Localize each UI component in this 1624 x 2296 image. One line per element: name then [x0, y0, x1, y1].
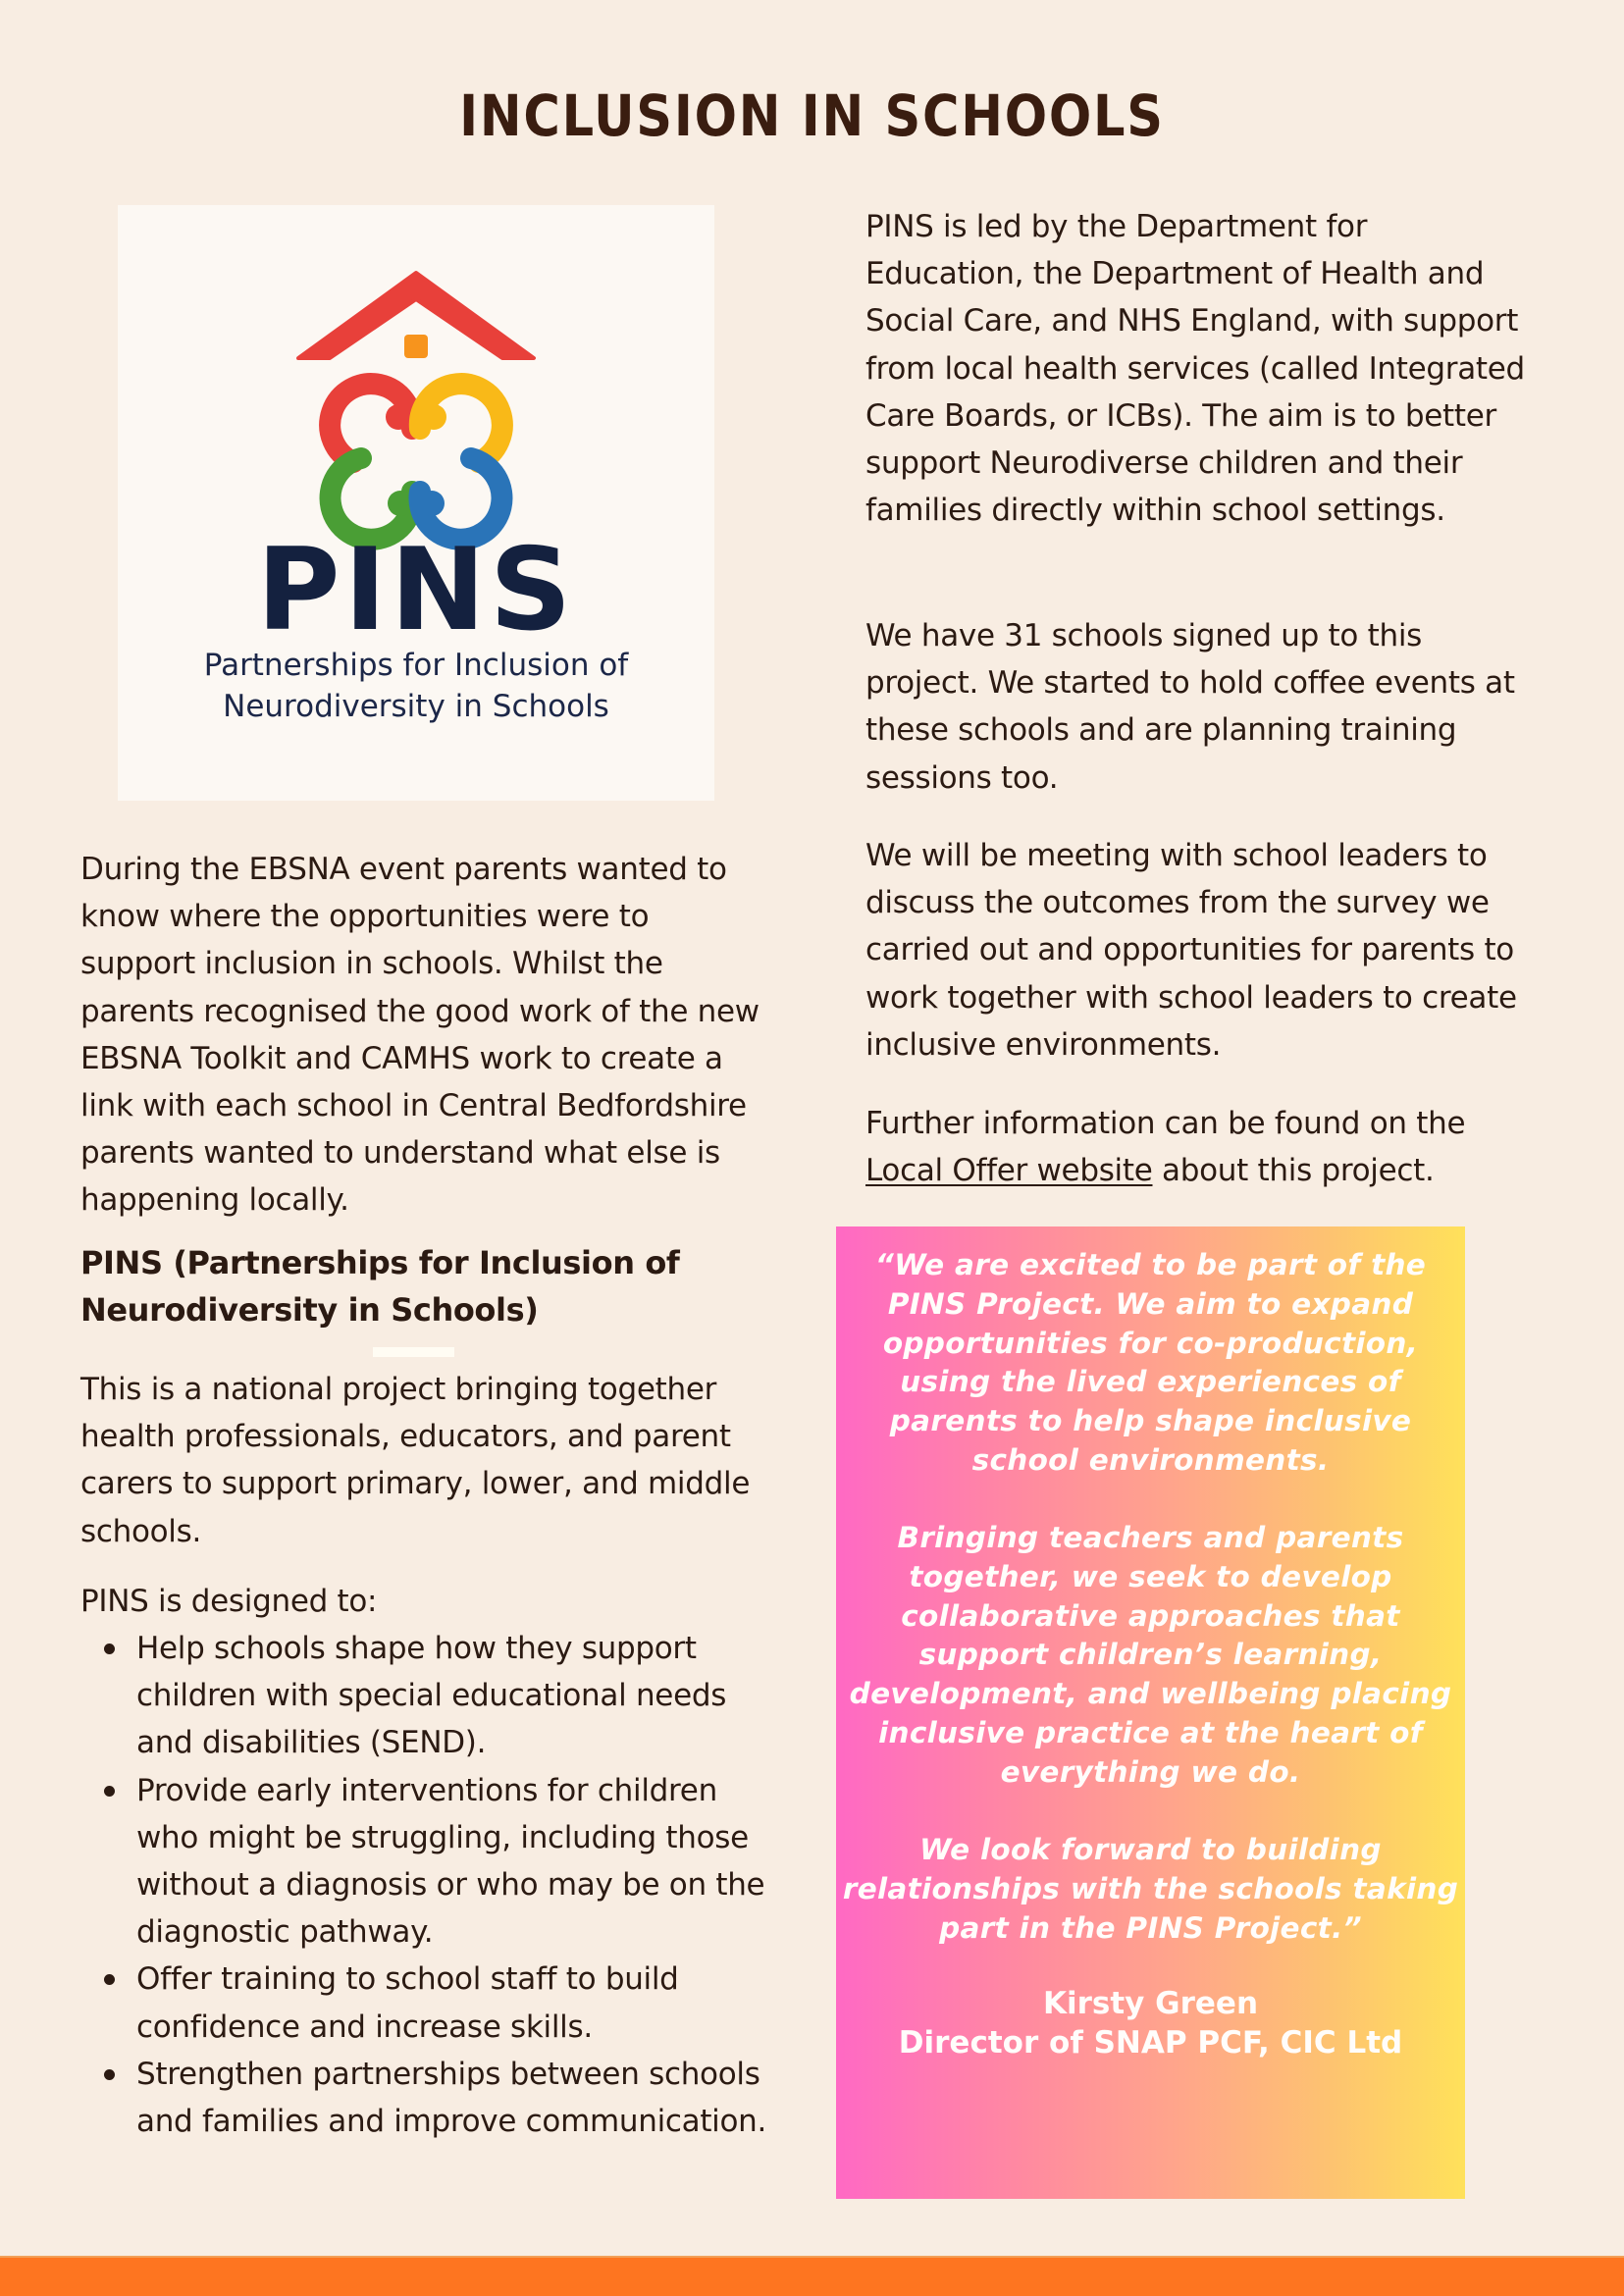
list-item	[80, 1625, 767, 1767]
logo-subtitle	[118, 645, 714, 727]
designed-to-label: PINS is designed to:	[80, 1584, 378, 1619]
bullet-icon	[104, 1644, 115, 1654]
further-info-suffix: about this project.	[1152, 1153, 1435, 1189]
testimonial-quote-box	[836, 1226, 1465, 2199]
national-project-paragraph: This is a national project bringing together health professionals, educators, and parent carers to support primary, lower, and middle schools.	[80, 1372, 751, 1549]
logo-wordmark: PINS	[256, 524, 576, 656]
page-title: INCLUSION IN SCHOOLS	[459, 82, 1165, 149]
section-divider	[373, 1347, 454, 1357]
further-info-paragraph	[865, 1100, 1533, 1194]
quote-paragraph-1: “We are excited to be part of the PINS Project. We aim to expand opportunities for co-production, using the lived experiences of parents to help shape inclusive school environments.	[874, 1248, 1427, 1477]
quote-paragraph-2: Bringing teachers and parents together, we seek to develop collaborative approaches that support children’s learning, development, and wellbeing placing inclusive practice at the heart of everything we do.	[849, 1521, 1452, 1789]
intro-paragraph: During the EBSNA event parents wanted to know where the opportunities were to support inclusion in schools. Whilst the parents recognised the good work of the new EBSNA Toolkit and CAMHS work to create a link with each school in Central Bedfordshire parents wanted to understand what else is happening locally.	[80, 852, 760, 1219]
list-item-text: Offer training to school staff to build confidence and increase skills.	[136, 1961, 679, 2045]
quote-paragraph-3: We look forward to building relationships with the schools taking part in the PINS Project.”	[842, 1833, 1459, 1945]
schools-signed-up-paragraph: We have 31 schools signed up to this project. We started to hold coffee events at these schools and are planning training sessions too.	[865, 618, 1515, 796]
list-item-text: Provide early interventions for children who might be struggling, including those without a diagnosis or who may be on the diagnostic pathway.	[136, 1772, 765, 1951]
quote-author-role: Director of SNAP PCF, CIC Ltd	[898, 2025, 1403, 2061]
further-info-text: Further information can be found on the	[865, 1106, 1466, 1141]
meeting-paragraph: We will be meeting with school leaders to discuss the outcomes from the survey we carried out and opportunities for parents to work together with school leaders to create inclusive environments.	[865, 838, 1517, 1063]
pins-subheading: PINS (Partnerships for Inclusion of Neurodiversity in Schools)	[80, 1244, 680, 1329]
list-item-text: Strengthen partnerships between schools and families and improve communication.	[136, 2056, 767, 2140]
bullet-icon	[104, 1974, 115, 1985]
quote-author: Kirsty Green	[1042, 1986, 1259, 2021]
bullet-icon	[104, 1786, 115, 1797]
pins-aims-list	[80, 1625, 767, 2145]
footer-bar	[0, 2256, 1624, 2296]
list-item	[80, 1956, 767, 2050]
list-item	[80, 2051, 767, 2145]
logo-subtitle-line2: Neurodiversity in Schools	[223, 689, 609, 724]
led-by-paragraph: PINS is led by the Department for Education, the Department of Health and Social Care, and NHS England, with support from local health services (called Integrated Care Boards, or ICBs). The aim is to better support Neurodiverse children and their families directly within school settings.	[865, 209, 1525, 529]
pins-logo-image	[118, 205, 714, 801]
quote-attribution	[836, 1984, 1465, 2062]
list-item	[80, 1767, 767, 1957]
list-item-text: Help schools shape how they support children with special educational needs and disabilities (SEND).	[136, 1631, 727, 1761]
local-offer-website-link[interactable]: Local Offer website	[865, 1153, 1153, 1189]
bullet-icon	[104, 2069, 115, 2080]
logo-subtitle-line1: Partnerships for Inclusion of	[203, 648, 629, 683]
